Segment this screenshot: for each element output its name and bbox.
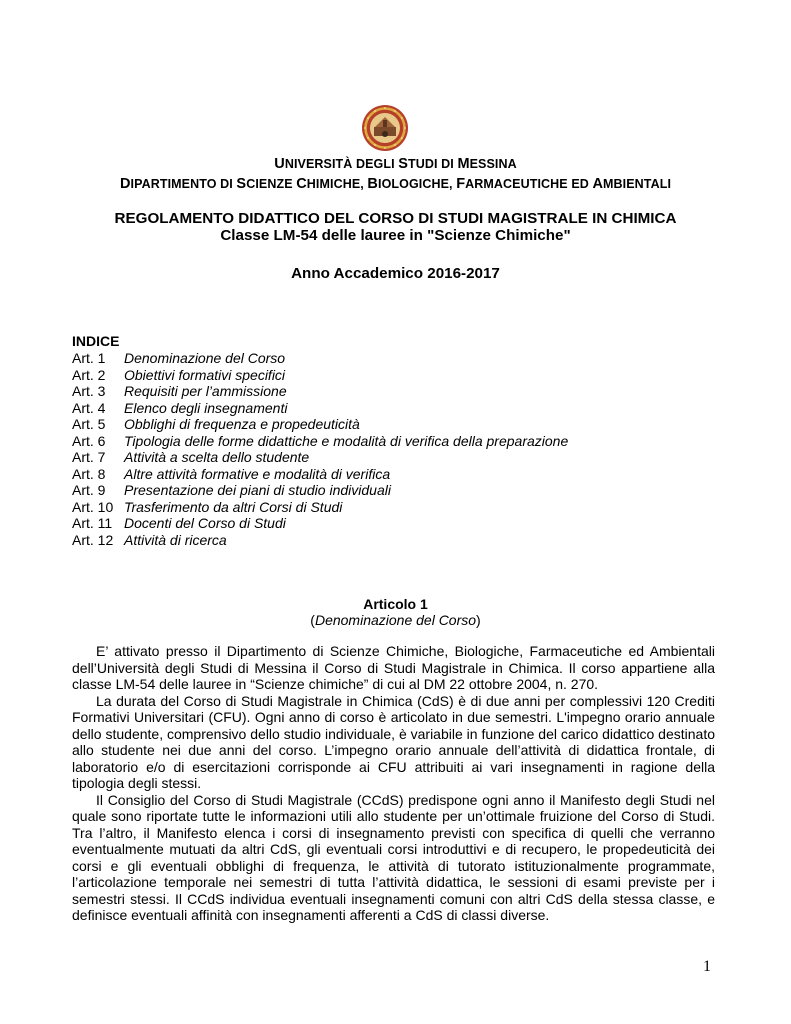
index-item-number: Art. 10 xyxy=(72,498,114,515)
page-number: 1 xyxy=(703,958,711,975)
index-item xyxy=(72,416,568,433)
index-item xyxy=(72,367,568,384)
article-heading: Articolo 1 xyxy=(363,596,428,612)
department-name: DIPARTIMENTO DI SCIENZE CHIMICHE, BIOLOGICHE, FARMACEUTICHE ED AMBIENTALI xyxy=(119,176,672,192)
index-item xyxy=(72,350,568,367)
index-item xyxy=(72,400,568,417)
article-paragraph: E’ attivato presso il Dipartimento di Scienze Chimiche, Biologiche, Farmaceutiche ed Ambientali dell’Università degli Studi di Messina il Corso di Studi Magistrale in Chimica. Il corso appartiene alla classe LM-54 delle lauree in “Scienze chimiche” di cui al DM 22 ottobre 2004, n. 270. xyxy=(72,643,715,692)
index-item-title: Attività di ricerca xyxy=(124,531,227,548)
index-heading: INDICE xyxy=(72,333,120,349)
index-item-title: Obiettivi formativi specifici xyxy=(124,366,286,383)
index-item-number: Art. 8 xyxy=(72,465,106,482)
index-item xyxy=(72,515,568,532)
index-item xyxy=(72,383,568,400)
index-item-number: Art. 3 xyxy=(72,383,106,399)
index-item-title: Docenti del Corso di Studi xyxy=(124,515,286,531)
academic-year: Anno Accademico 2016-2017 xyxy=(291,265,500,282)
index-item-title: Requisiti per l’ammissione xyxy=(124,383,287,399)
index-item-title: Tipologia delle forme didattiche e modalità di verifica della preparazione xyxy=(124,432,569,449)
index-item-title: Elenco degli insegnamenti xyxy=(124,399,288,416)
article-body xyxy=(72,643,715,924)
index-item-number: Art. 9 xyxy=(72,482,106,498)
article-paragraph: La durata del Corso di Studi Magistrale in Chimica (CdS) è di due anni per complessivi 120 Crediti Formativi Universitari (CFU). Ogni anno di corso è articolato in due semestri. L'impegno orario annuale dello studente, comprensivo dello studio individuale, è variabile in funzione del carico didattico destinato allo studente nei due anni del corso. L’impegno orario annuale dell’attività di didattica frontale, di laboratorio e/o di esercitazioni corrisponde ai CFU attribuiti ai vari insegnamenti in ragione della tipologia degli stessi. xyxy=(72,692,715,791)
document-title: REGOLAMENTO DIDATTICO DEL CORSO DI STUDI MAGISTRALE IN CHIMICA xyxy=(114,210,677,227)
index-item-number: Art. 6 xyxy=(72,432,106,449)
index-item xyxy=(72,449,568,466)
index-item-number: Art. 5 xyxy=(72,416,106,432)
index-item-title: Attività a scelta dello studente xyxy=(124,449,310,465)
index-item xyxy=(72,433,568,450)
index-item-number: Art. 1 xyxy=(72,350,106,366)
article-subtitle: (Denominazione del Corso) xyxy=(310,612,481,628)
index-item xyxy=(72,466,568,483)
index-item-number: Art. 12 xyxy=(72,531,114,548)
article-paragraph: Il Consiglio del Corso di Studi Magistrale (CCdS) predispone ogni anno il Manifesto degli Studi nel quale sono riportate tutte le informazioni utili allo studente per un’ottimale fruizione del Corso di Studi. Tra l’altro, il Manifesto elenca i corsi di insegnamento previsti con specifica di quelli che verranno eventualmente mutuati da altri CdS, gli eventuali corsi introduttivi e di recupero, le propedeuticità dei corsi e gli eventuali obblighi di frequenza, le attività di tutorato istituzionalmente programmate, l’articolazione temporale nei semestri di tutta l’attività didattica, le sessioni di esami previste per i semestri stessi. Il CCdS individua eventuali insegnamenti comuni con altri CdS della stessa classe, e definisce eventuali affinità con insegnamenti afferenti a CdS di classi diverse. xyxy=(72,791,715,923)
index-item xyxy=(72,532,568,549)
index-item-number: Art. 11 xyxy=(72,515,113,531)
index-item-number: Art. 7 xyxy=(72,449,106,465)
university-seal-icon xyxy=(361,104,409,152)
index-item-title: Altre attività formative e modalità di verifica xyxy=(124,465,391,482)
university-name: UNIVERSITÀ DEGLI STUDI DI MESSINA xyxy=(274,156,517,172)
index-item xyxy=(72,482,568,499)
index-list xyxy=(72,350,568,548)
index-item-title: Presentazione dei piani di studio individuali xyxy=(124,482,391,498)
index-item-number: Art. 2 xyxy=(72,366,106,383)
index-item-number: Art. 4 xyxy=(72,399,106,416)
index-item-title: Trasferimento da altri Corsi di Studi xyxy=(124,498,343,515)
index-item-title: Denominazione del Corso xyxy=(124,350,286,366)
document-class-subtitle: Classe LM-54 delle lauree in "Scienze Chimiche" xyxy=(220,227,571,244)
index-item xyxy=(72,499,568,516)
index-item-title: Obblighi di frequenza e propedeuticità xyxy=(124,416,360,432)
